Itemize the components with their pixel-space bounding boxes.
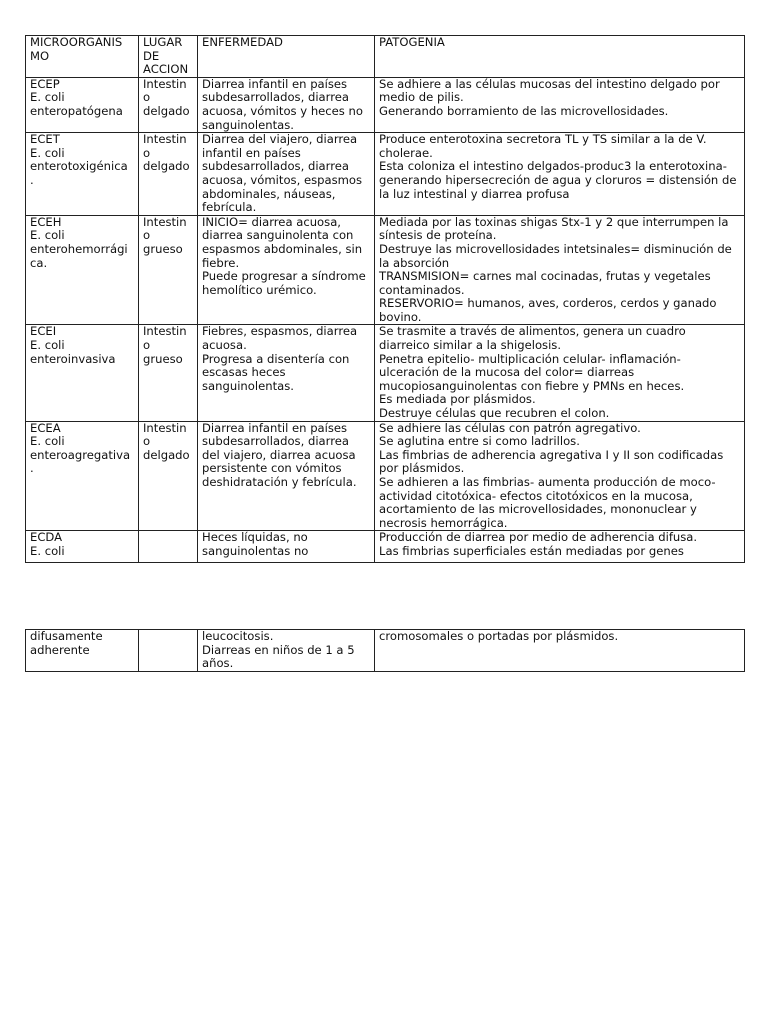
cell-place: Intestin o grueso xyxy=(139,215,198,325)
cell-disease: Diarrea del viajero, diarrea infantil en países subdesarrollados, diarrea acuosa, vómitos, espasmos abdominales, náuseas, febrícula. xyxy=(198,133,375,216)
cell-organism: ECDA E. coli xyxy=(26,531,139,563)
cell-pathogenesis: Producción de diarrea por medio de adherencia difusa. Las fimbrias superficiales están mediadas por genes xyxy=(375,531,745,563)
cell-place xyxy=(139,531,198,563)
table-row xyxy=(26,77,745,132)
cell-pathogenesis: Se adhiere a las células mucosas del intestino delgado por medio de pilis. Generando borramiento de las microvellosidades. xyxy=(375,77,745,132)
cell-disease: Diarrea infantil en países subdesarrollados, diarrea del viajero, diarrea acuosa persistente con vómitos deshidratación y febrícula. xyxy=(198,421,375,531)
cell-pathogenesis: Se adhiere las células con patrón agregativo. Se aglutina entre si como ladrillos. Las fimbrias de adherencia agregativa I y II son codificadas por plásmidos. Se adhieren a las fimbrias- aumenta producción de moco- actividad citotóxica- efectos citotóxicos en la mucosa, acortamiento de las microvellosidades, mononuclear y necrosis hemorrágica. xyxy=(375,421,745,531)
table-header-row xyxy=(26,36,745,78)
header-pathogenesis: PATOGENIA xyxy=(375,36,745,78)
header-disease: ENFERMEDAD xyxy=(198,36,375,78)
cell-place: Intestin o delgado xyxy=(139,133,198,216)
table-row xyxy=(26,531,745,563)
cell-place: Intestin o grueso xyxy=(139,325,198,421)
cell-organism: ECEH E. coli enterohemorrági ca. xyxy=(26,215,139,325)
cell-disease: Heces líquidas, no sanguinolentas no xyxy=(198,531,375,563)
cell-place xyxy=(139,630,198,672)
cell-organism: ECEA E. coli enteroagregativa . xyxy=(26,421,139,531)
table-row xyxy=(26,133,745,216)
cell-pathogenesis: Produce enterotoxina secretora TL y TS similar a la de V. cholerae. Esta coloniza el intestino delgados-produc3 la enterotoxina- generando hipersecreción de agua y cloruros = distensión de la luz intestinal y diarrea profusa xyxy=(375,133,745,216)
cell-organism: ECET E. coli enterotoxigénica . xyxy=(26,133,139,216)
cell-organism: difusamente adherente xyxy=(26,630,139,672)
pathogens-table xyxy=(25,35,745,563)
cell-disease: Diarrea infantil en países subdesarrollados, diarrea acuosa, vómitos y heces no sanguinolentas. xyxy=(198,77,375,132)
table-row xyxy=(26,215,745,325)
cell-organism: ECEI E. coli enteroinvasiva xyxy=(26,325,139,421)
pathogens-table-continuation xyxy=(25,629,745,672)
cell-disease: INICIO= diarrea acuosa, diarrea sanguinolenta con espasmos abdominales, sin fiebre. Puede progresar a síndrome hemolítico urémico. xyxy=(198,215,375,325)
header-place: LUGAR DE ACCION xyxy=(139,36,198,78)
cell-pathogenesis: Mediada por las toxinas shigas Stx-1 y 2 que interrumpen la síntesis de proteína. Destruye las microvellosidades intetsinales= disminución de la absorción TRANSMISION= carnes mal cocinadas, frutas y vegetales contaminados. RESERVORIO= humanos, aves, corderos, cerdos y ganado bovino. xyxy=(375,215,745,325)
cell-disease: leucocitosis. Diarreas en niños de 1 a 5 años. xyxy=(198,630,375,672)
cell-place: Intestin o delgado xyxy=(139,421,198,531)
header-microorganism: MICROORGANIS MO xyxy=(26,36,139,78)
cell-pathogenesis: Se trasmite a través de alimentos, genera un cuadro diarreico similar a la shigelosis. Penetra epitelio- multiplicación celular- inflamación- ulceración de la mucosa del color= diarreas mucopiosanguinolentas con fiebre y PMNs en heces. Es mediada por plásmidos. Destruye células que recubren el colon. xyxy=(375,325,745,421)
cell-organism: ECEP E. coli enteropatógena xyxy=(26,77,139,132)
table-row xyxy=(26,630,745,672)
cell-place: Intestin o delgado xyxy=(139,77,198,132)
cell-pathogenesis: cromosomales o portadas por plásmidos. xyxy=(375,630,745,672)
table-row xyxy=(26,421,745,531)
cell-disease: Fiebres, espasmos, diarrea acuosa. Progresa a disentería con escasas heces sanguinolentas. xyxy=(198,325,375,421)
table-row xyxy=(26,325,745,421)
